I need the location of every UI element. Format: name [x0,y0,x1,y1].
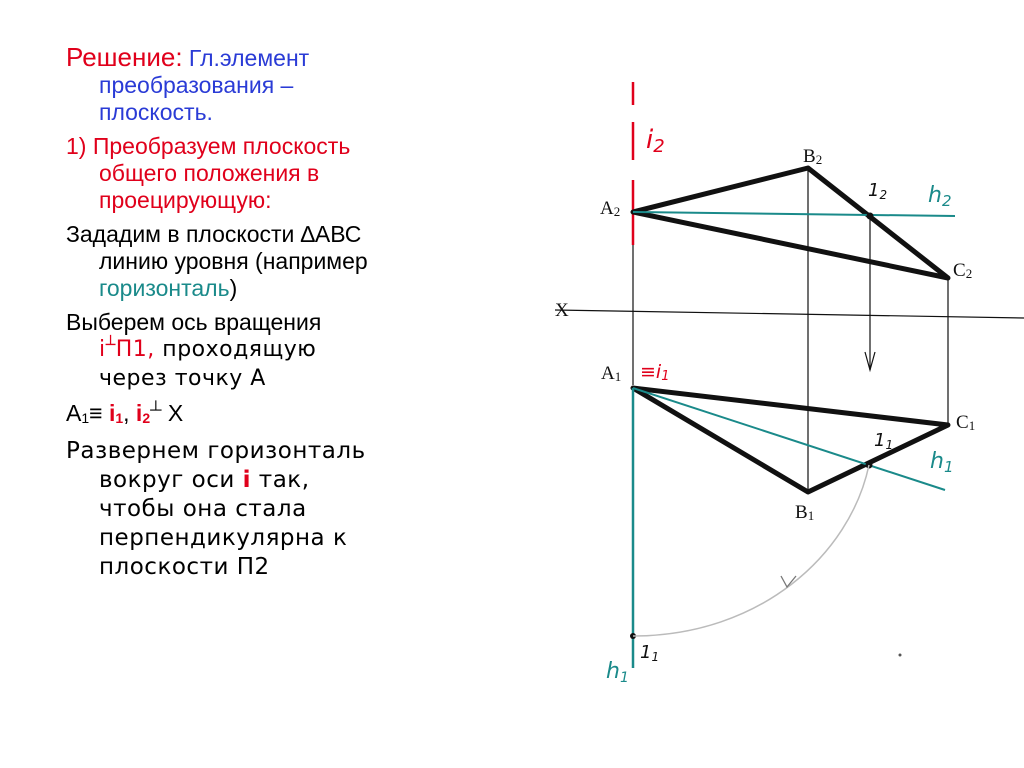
step-1-line-3: проецирующую: [99,187,272,213]
label-point-1-1: 11 [874,430,894,452]
label-point-1-rotated: 11 [640,642,660,664]
rotation-arc [633,465,869,636]
label-a1: А1 [601,363,622,384]
step-1-line-1: 1) Преобразуем плоскость [66,133,351,159]
eq-X: Х [161,400,184,426]
label-h2: h2 [928,183,952,210]
axis-p1: П1, [115,337,155,362]
rotation-line-1: Развернем горизонталь [66,438,366,464]
axis-i: i [99,337,106,362]
label-i2: i2 [646,125,665,157]
axis-x [555,310,1024,318]
point-1-2 [867,213,874,220]
level-line-line-1: Зададим в плоскости ∆АВС [66,221,362,247]
rotation-line-4: перпендикулярна к [99,525,348,551]
rotation-axis-i: i [242,467,251,493]
stray-mark [899,654,902,657]
rotation-line-5: плоскости П2 [99,554,270,580]
level-line-line-2: линию уровня (например [99,248,368,274]
perp-symbol: ┴ [105,335,116,354]
closing-paren: ) [229,275,238,301]
heading-rest: Гл.элемент [182,45,310,71]
label-h1: h1 [930,449,954,476]
eq-perp: ┴ [150,402,162,419]
eq-i1-sub: 1 [115,410,124,426]
heading-line-2: преобразования – [99,72,294,98]
axis-line-3: через точку А [99,366,266,391]
heading-line-3: плоскость. [99,99,213,125]
label-i1: ≡i1 [640,361,670,384]
label-x: X [555,300,569,321]
rotation-line-3: чтобы она стала [99,496,307,522]
label-c1: С1 [956,412,976,433]
eq-i2: i [135,400,143,426]
rotation-so: так, [251,467,310,493]
eq-comma: , [123,400,136,426]
arc-arrow-icon [781,576,796,587]
eq-i1: i [108,400,116,426]
label-point-1-2: 12 [868,180,888,202]
eq-A-sub: 1 [81,410,90,426]
step-1-line-2: общего положения в [99,160,320,186]
label-b2: В2 [803,146,823,167]
label-b1: В1 [795,502,815,523]
horizontal-word: горизонталь [99,275,230,301]
horizontal-h1 [633,388,945,490]
eq-A: А [66,400,82,426]
eq-equiv: ≡ [89,400,109,426]
label-a2: А2 [600,198,621,219]
heading-word: Решение: [66,42,183,72]
eq-i2-sub: 2 [142,410,151,426]
axis-passing: проходящую [154,337,317,362]
triangle-front [633,168,948,278]
axis-line-1: Выберем ось вращения [66,309,322,335]
label-h1-rotated: h1 [606,659,629,686]
horizontal-h2 [633,212,955,216]
label-c2: С2 [953,260,973,281]
rotation-around: вокруг оси [99,467,243,493]
